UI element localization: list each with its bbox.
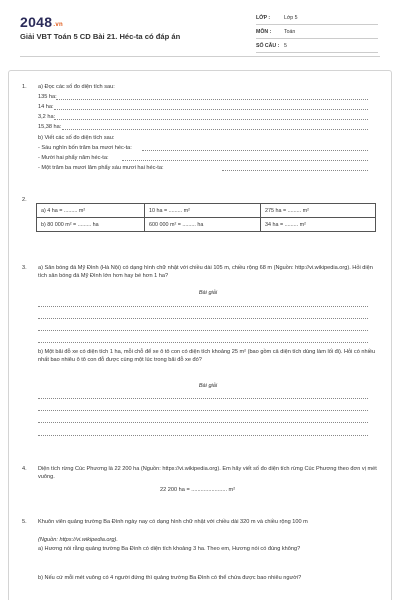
q1-a-item: 14 ha: xyxy=(38,104,54,110)
meta-row-class xyxy=(256,14,378,25)
logo-suffix: .vn xyxy=(53,22,63,28)
q3-b-solution-label: Bài giải xyxy=(198,383,218,389)
answer-line[interactable] xyxy=(38,435,368,436)
answer-line[interactable] xyxy=(142,150,368,151)
logo-text: 2048 xyxy=(20,14,53,30)
meta-key: LỚP : xyxy=(256,15,271,21)
answer-line[interactable] xyxy=(38,422,368,423)
q1-b-item: - Một trăm ba mươi lăm phẩy sáu mươi hai héc-ta: xyxy=(38,165,164,171)
table-cell[interactable]: b) 80 000 m² = ......... ha xyxy=(37,218,145,232)
q5-text: Khuôn viên quảng trường Ba Đình ngày nay có dạng hình chữ nhật với chiều dài 320 m và chiều rộng 100 m xyxy=(38,519,308,525)
q1-a-item: 15,38 ha: xyxy=(38,124,62,130)
q1-a-item: 135 ha: xyxy=(38,94,57,100)
q3-b-text: b) Một bãi đỗ xe có diện tích 1 ha, mỗi chỗ để xe ô tô con có diện tích khoảng 25 m² (bao gồm cả diện tích dùng làm lối đi). Hỏi có nhiều nhất bao nhiêu ô tô con đỗ được cùng một lúc trong bãi đỗ xe đó? xyxy=(38,349,376,364)
answer-line[interactable] xyxy=(122,160,368,161)
page-header xyxy=(0,0,400,62)
table-cell[interactable]: 34 ha = ......... m² xyxy=(261,218,376,232)
q3-number: 3. xyxy=(22,265,27,271)
q1-b-item: - Sáu nghìn bốn trăm ba mươi héc-ta: xyxy=(38,145,132,151)
q3-a-text: a) Sân bóng đá Mỹ Đình (Hà Nội) có dạng hình chữ nhật với chiều dài 105 m, chiều rộng 68 m (Nguồn: http://vi.wikipedia.org). Hỏi diện tích sân bóng đá Mỹ Đình lớn hơn hay bé hơn 1 ha? xyxy=(38,265,373,280)
meta-row-subject xyxy=(256,28,378,39)
q1-b-item: - Mười hai phẩy năm héc-ta: xyxy=(38,155,109,161)
meta-key: MÔN : xyxy=(256,29,272,35)
q4-text: Diện tích rừng Cúc Phương là 22 200 ha (Nguồn: https://vi.wikipedia.org). Em hãy viết số đo diện tích rừng Cúc Phương theo đơn vị mét vuông. xyxy=(38,466,377,481)
table-cell[interactable]: 275 ha = ......... m² xyxy=(261,204,376,218)
meta-row-count xyxy=(256,42,378,53)
q5-a-text: a) Hương nói rằng quảng trường Ba Đình có diện tích khoảng 3 ha. Theo em, Hương nói có đúng không? xyxy=(38,546,301,552)
meta-key: SỐ CÂU : xyxy=(256,43,280,49)
answer-line[interactable] xyxy=(38,330,368,331)
meta-value: Lớp 5 xyxy=(284,15,298,21)
q1-number: 1. xyxy=(22,84,27,90)
site-logo[interactable] xyxy=(20,14,63,30)
page-title: Giải VBT Toán 5 CD Bài 21. Héc-ta có đáp án xyxy=(20,32,181,41)
answer-line[interactable] xyxy=(62,129,368,130)
answer-line[interactable] xyxy=(38,306,368,307)
answer-line[interactable] xyxy=(222,170,368,171)
answer-line[interactable] xyxy=(38,342,368,343)
answer-line[interactable] xyxy=(54,119,368,120)
q2-table xyxy=(36,203,376,232)
q1-b-title: b) Viết các số đo diện tích sau: xyxy=(38,135,115,141)
meta-value: Toán xyxy=(284,29,296,35)
table-cell[interactable]: 10 ha = ......... m² xyxy=(145,204,261,218)
q1-a-item: 3,2 ha: xyxy=(38,114,56,120)
q5-number: 5. xyxy=(22,519,27,525)
answer-line[interactable] xyxy=(54,109,368,110)
q5-source: (Nguồn: https://vi.wikipedia.org). xyxy=(38,537,118,543)
answer-line[interactable] xyxy=(38,318,368,319)
header-divider xyxy=(20,56,380,57)
q4-number: 4. xyxy=(22,466,27,472)
q4-answer[interactable]: 22 200 ha = ....................... m² xyxy=(160,487,236,493)
answer-line[interactable] xyxy=(38,410,368,411)
q3-a-solution-label: Bài giải xyxy=(198,290,218,296)
table-cell[interactable]: a) 4 ha = ......... m² xyxy=(37,204,145,218)
q1-a-title: a) Đọc các số đo diện tích sau: xyxy=(38,84,115,90)
table-cell[interactable]: 600 000 m² = ......... ha xyxy=(145,218,261,232)
table-row xyxy=(37,204,376,218)
answer-line[interactable] xyxy=(56,99,368,100)
table-row xyxy=(37,218,376,232)
q2-number: 2. xyxy=(22,197,27,203)
q5-b-text: b) Nếu cứ mỗi mét vuông có 4 người đứng thì quảng trường Ba Đình có thể chứa được bao nhiêu người? xyxy=(38,575,302,581)
answer-line[interactable] xyxy=(38,398,368,399)
meta-value: 5 xyxy=(284,43,287,49)
